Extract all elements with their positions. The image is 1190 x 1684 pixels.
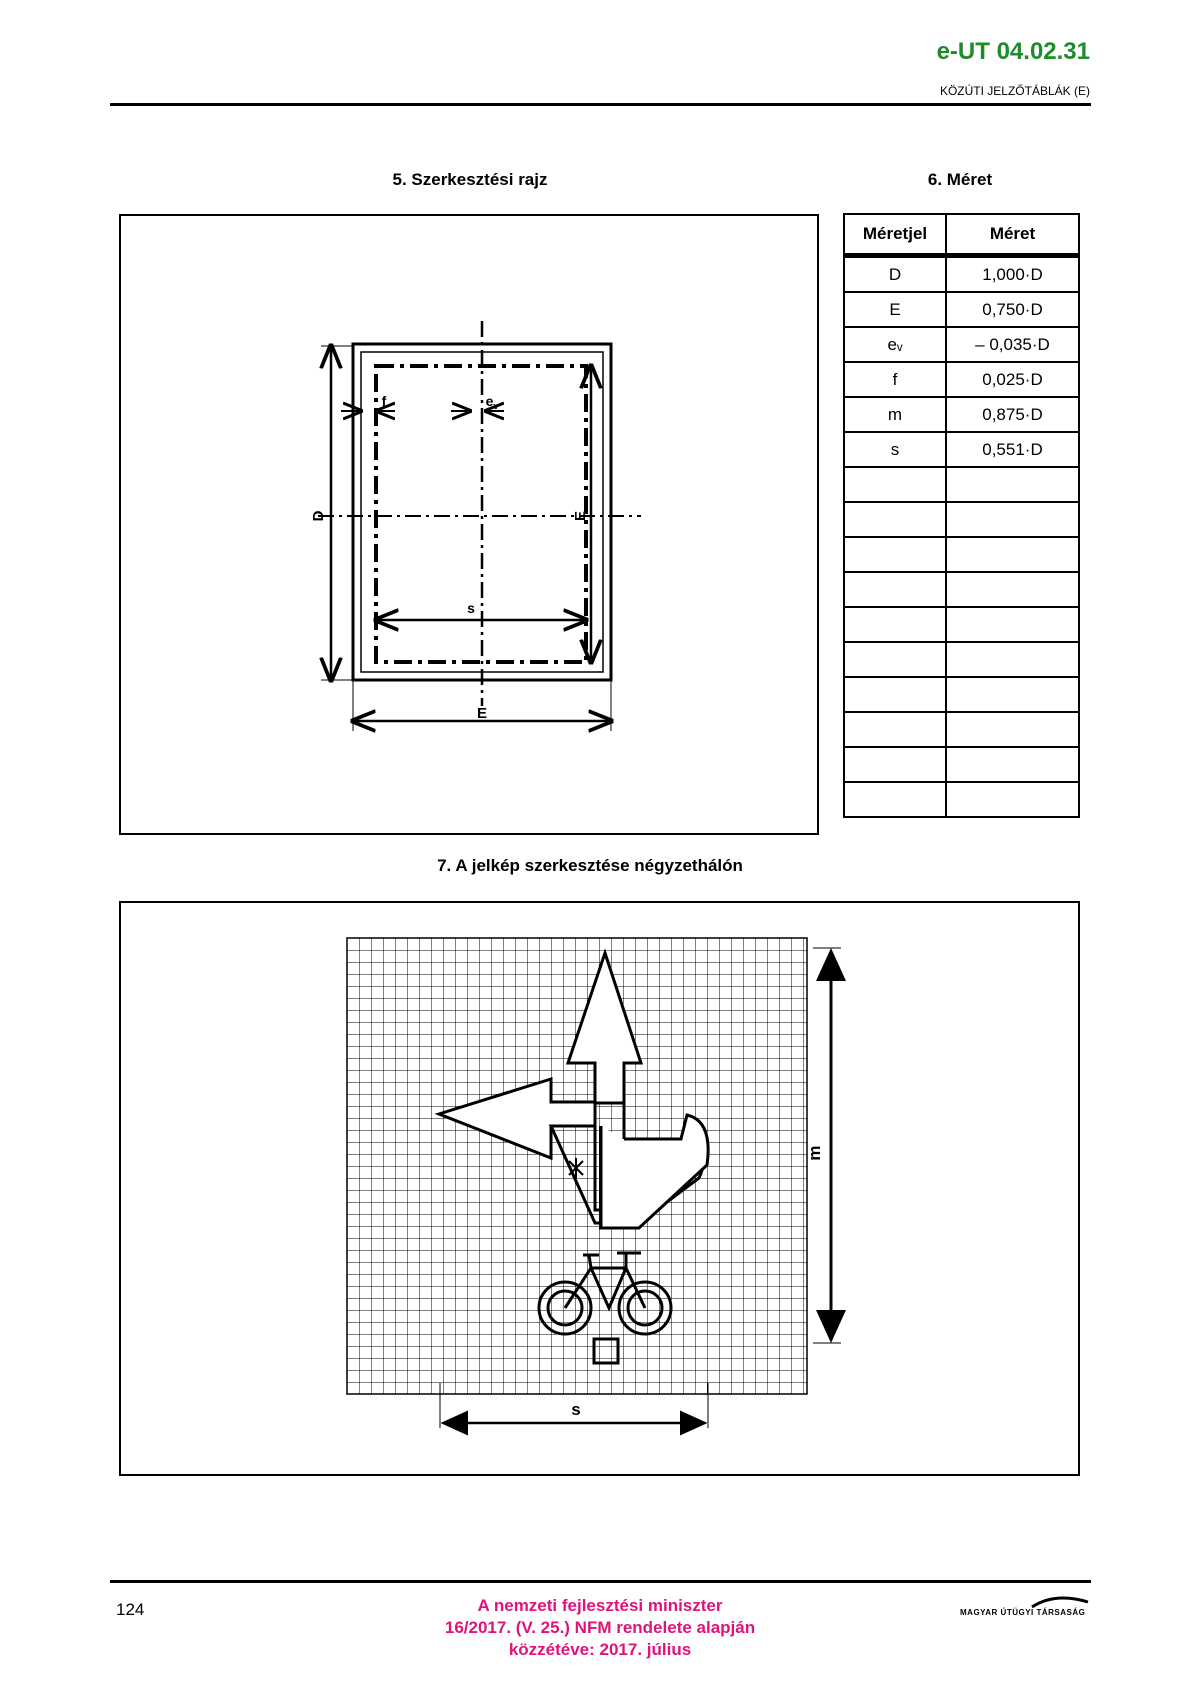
size-symbol-cell <box>844 467 946 502</box>
size-table-row <box>844 327 1079 362</box>
size-table-header-size: Méret <box>946 214 1079 256</box>
footer-line-3: közzétéve: 2017. július <box>508 1640 692 1659</box>
dimension-ev-label: e <box>485 393 494 409</box>
size-symbol-cell <box>844 572 946 607</box>
document-subtitle: KÖZÚTI JELZŐTÁBLÁK (E) <box>939 84 1090 98</box>
size-symbol-cell: eᵥ <box>844 327 946 362</box>
size-value-cell <box>946 782 1079 817</box>
grid-dimension-m-label: m <box>805 1145 824 1161</box>
size-table-row <box>844 642 1079 677</box>
dimension-d-label: D <box>310 510 327 522</box>
size-table <box>843 213 1080 818</box>
size-value-cell <box>946 467 1079 502</box>
construction-drawing <box>121 216 817 833</box>
size-table-row <box>844 782 1079 817</box>
size-value-cell <box>946 607 1079 642</box>
size-table-row <box>844 572 1079 607</box>
size-value-cell <box>946 537 1079 572</box>
size-symbol-cell <box>844 607 946 642</box>
symbol-grid-box <box>119 901 1080 1476</box>
size-value-cell: 0,025·D <box>946 362 1079 397</box>
header-rule <box>110 103 1091 106</box>
size-symbol-cell: s <box>844 432 946 467</box>
dimension-ev-subscript: v <box>493 401 499 411</box>
size-symbol-cell: E <box>844 292 946 327</box>
size-value-cell <box>946 642 1079 677</box>
dimension-e-right-label: E <box>572 510 589 522</box>
size-value-cell: 1,000·D <box>946 256 1079 293</box>
grid-dimension-s-label: s <box>571 1400 581 1419</box>
document-code: e-UT 04.02.31 <box>936 38 1090 65</box>
page-number: 124 <box>116 1600 145 1619</box>
symbol-grid-drawing <box>121 903 1078 1474</box>
size-table-row <box>844 677 1079 712</box>
size-symbol-cell <box>844 502 946 537</box>
dimension-s-label: s <box>467 600 475 616</box>
size-value-cell <box>946 712 1079 747</box>
size-value-cell <box>946 502 1079 537</box>
size-value-cell: 0,551·D <box>946 432 1079 467</box>
size-table-row <box>844 292 1079 327</box>
size-value-cell <box>946 747 1079 782</box>
size-table-row <box>844 397 1079 432</box>
footer-line-1: A nemzeti fejlesztési miniszter <box>477 1596 723 1615</box>
size-symbol-cell <box>844 537 946 572</box>
size-symbol-cell <box>844 642 946 677</box>
construction-drawing-box <box>119 214 819 835</box>
size-symbol-cell: D <box>844 256 946 293</box>
size-value-cell: 0,875·D <box>946 397 1079 432</box>
publisher-swoosh-icon <box>1030 1596 1090 1608</box>
size-table-header-symbol: Méretjel <box>844 214 946 256</box>
size-value-cell: – 0,035·D <box>946 327 1079 362</box>
size-table-row <box>844 747 1079 782</box>
size-symbol-cell <box>844 712 946 747</box>
footer-rule <box>110 1580 1091 1583</box>
publisher-name: MAGYAR ÚTÜGYI TÁRSASÁG <box>960 1608 1086 1617</box>
size-table-row <box>844 467 1079 502</box>
dimension-f-label: f <box>381 393 387 409</box>
size-symbol-cell <box>844 677 946 712</box>
drawing-section-title: 5. Szerkesztési rajz <box>392 170 548 189</box>
size-value-cell <box>946 572 1079 607</box>
size-symbol-cell: f <box>844 362 946 397</box>
size-table-row <box>844 256 1079 293</box>
publisher-logo <box>960 1596 1090 1617</box>
size-symbol-cell <box>844 782 946 817</box>
size-table-row <box>844 502 1079 537</box>
size-symbol-cell: m <box>844 397 946 432</box>
svg-text:ev <box>486 393 499 411</box>
footer-text <box>300 1595 900 1661</box>
size-table-row <box>844 362 1079 397</box>
dimension-e-bottom-label: E <box>476 705 488 722</box>
grid-section-title: 7. A jelkép szerkesztése négyzethálón <box>437 856 743 875</box>
size-value-cell: 0,750·D <box>946 292 1079 327</box>
size-value-cell <box>946 677 1079 712</box>
size-section-title: 6. Méret <box>927 170 993 189</box>
size-symbol-cell <box>844 747 946 782</box>
size-table-row <box>844 432 1079 467</box>
size-table-row <box>844 712 1079 747</box>
size-table-row <box>844 537 1079 572</box>
size-table-row <box>844 607 1079 642</box>
footer-line-2: 16/2017. (V. 25.) NFM rendelete alapján <box>444 1618 756 1637</box>
